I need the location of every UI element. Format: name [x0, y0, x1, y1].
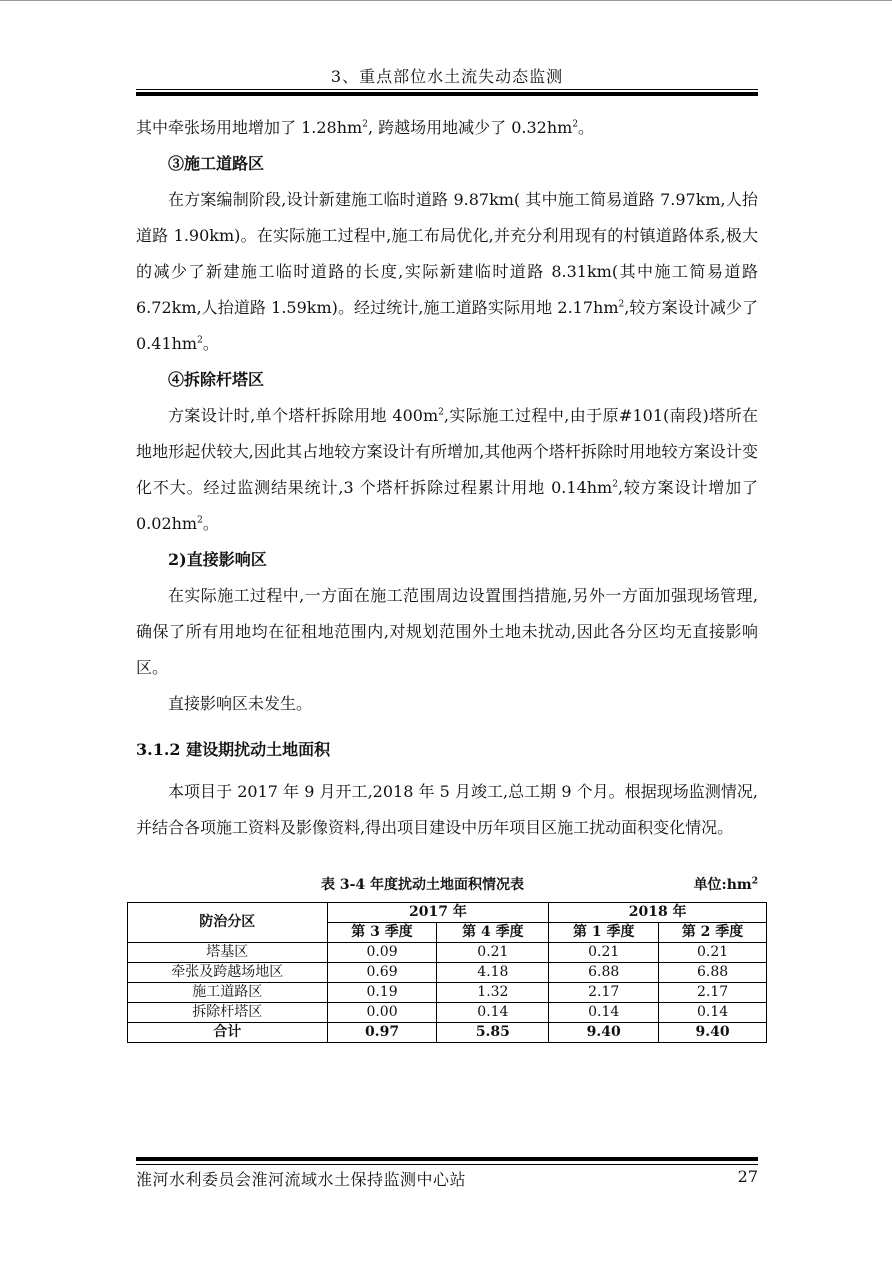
header-rule-thin [136, 89, 758, 90]
body-text [136, 110, 758, 846]
footer-organization: 淮河水利委员会淮河流域水土保持监测中心站 [136, 1170, 467, 1189]
col-header-2017: 2017 年 [327, 903, 549, 923]
header-rule-thick [136, 92, 758, 96]
cell-value: 0.19 [327, 983, 437, 1003]
row-zone: 拆除杆塔区 [128, 1003, 328, 1023]
cell-value: 0.21 [659, 943, 767, 963]
cell-value: 0.09 [327, 943, 437, 963]
footer-rule-thin [136, 1164, 758, 1165]
total-value: 9.40 [659, 1023, 767, 1043]
col-header-2018: 2018 年 [549, 903, 767, 923]
row-zone: 塔基区 [128, 943, 328, 963]
paragraph-no-direct-impact: 直接影响区未发生。 [168, 694, 313, 713]
cell-value: 2.17 [549, 983, 659, 1003]
row-zone: 施工道路区 [128, 983, 328, 1003]
table-caption: 表 3-4 年度扰动土地面积情况表 [321, 877, 525, 893]
table-row [128, 963, 767, 983]
section-title-disturbed-area: 3.1.2 建设期扰动土地面积 [136, 740, 331, 759]
col-header-quarter: 第 4 季度 [437, 923, 549, 943]
page-top-edge [0, 0, 892, 1]
cell-value: 0.14 [659, 1003, 767, 1023]
paragraph-construction-road: 在方案编制阶段,设计新建施工临时道路 9.87km( 其中施工简易道路 7.97km,人抬道路 1.90km)。在实际施工过程中,施工布局优化,并充分利用现有的村镇道路体系,极大的减少了新建施工临时道路的长度,实际新建临时道路 8.31km(其中施工简易道路 6.72km,人抬道路 1.59km)。经过统计,施工道路实际用地 $2.17hm^2$,较方案设计减少了 $0.41hm^2$。 [136, 190, 758, 353]
disturbed-area-table [127, 902, 767, 1043]
col-header-zone: 防治分区 [128, 903, 328, 943]
cell-value: 0.21 [549, 943, 659, 963]
paragraph-direct-impact: 在实际施工过程中,一方面在施工范围周边设置围挡措施,另外一方面加强现场管理,确保了所有用地均在征租地范围内,对规划范围外土地未扰动,因此各分区均无直接影响区。 [136, 586, 758, 677]
table-row [128, 983, 767, 1003]
footer-rule-thick [136, 1157, 758, 1161]
cell-value: 0.14 [437, 1003, 549, 1023]
total-label: 合计 [128, 1023, 328, 1043]
paragraph-project-schedule: 本项目于 2017 年 9 月开工,2018 年 5 月竣工,总工期 9 个月。根据现场监测情况,并结合各项施工资料及影像资料,得出项目建设中历年项目区施工扰动面积变化情况。 [136, 782, 758, 837]
cell-value: 4.18 [437, 963, 549, 983]
total-value: 9.40 [549, 1023, 659, 1043]
heading-construction-road: ③施工道路区 [168, 154, 265, 173]
cell-value: 6.88 [549, 963, 659, 983]
cell-value: 0.21 [437, 943, 549, 963]
total-value: 5.85 [437, 1023, 549, 1043]
cell-value: 6.88 [659, 963, 767, 983]
running-header: 3、重点部位水土流失动态监测 [330, 67, 564, 86]
col-header-quarter: 第 1 季度 [549, 923, 659, 943]
heading-tower-removal: ④拆除杆塔区 [168, 370, 265, 389]
table-row [128, 943, 767, 963]
paragraph-tower-removal: 方案设计时,单个塔杆拆除用地 $400m^2$,实际施工过程中,由于原#101(南段)塔所在地地形起伏较大,因此其占地较方案设计有所增加,其他两个塔杆拆除时用地较方案设计变化不大。经过监测结果统计,3 个塔杆拆除过程累计用地 $0.14hm^2$,较方案设计增加了 $0.02hm^2$。 [136, 406, 758, 533]
cell-value: 0.00 [327, 1003, 437, 1023]
cell-value: 2.17 [659, 983, 767, 1003]
cell-value: 0.69 [327, 963, 437, 983]
cell-value: 0.14 [549, 1003, 659, 1023]
table-caption-row [136, 872, 758, 894]
col-header-quarter: 第 3 季度 [327, 923, 437, 943]
total-value: 0.97 [327, 1023, 437, 1043]
col-header-quarter: 第 2 季度 [659, 923, 767, 943]
table-total-row [128, 1023, 767, 1043]
cell-value: 1.32 [437, 983, 549, 1003]
row-zone: 牵张及跨越场地区 [128, 963, 328, 983]
table-row [128, 1003, 767, 1023]
table-unit: 单位$:hm^2$ [693, 876, 758, 893]
table-header-row-years [128, 903, 767, 923]
page-number: 27 [737, 1167, 758, 1186]
heading-direct-impact: 2)直接影响区 [168, 550, 267, 569]
paragraph-site-change: 其中牵张场用地增加了 $1.28hm^2$, 跨越场用地减少了 $0.32hm^2$。 [136, 118, 595, 137]
